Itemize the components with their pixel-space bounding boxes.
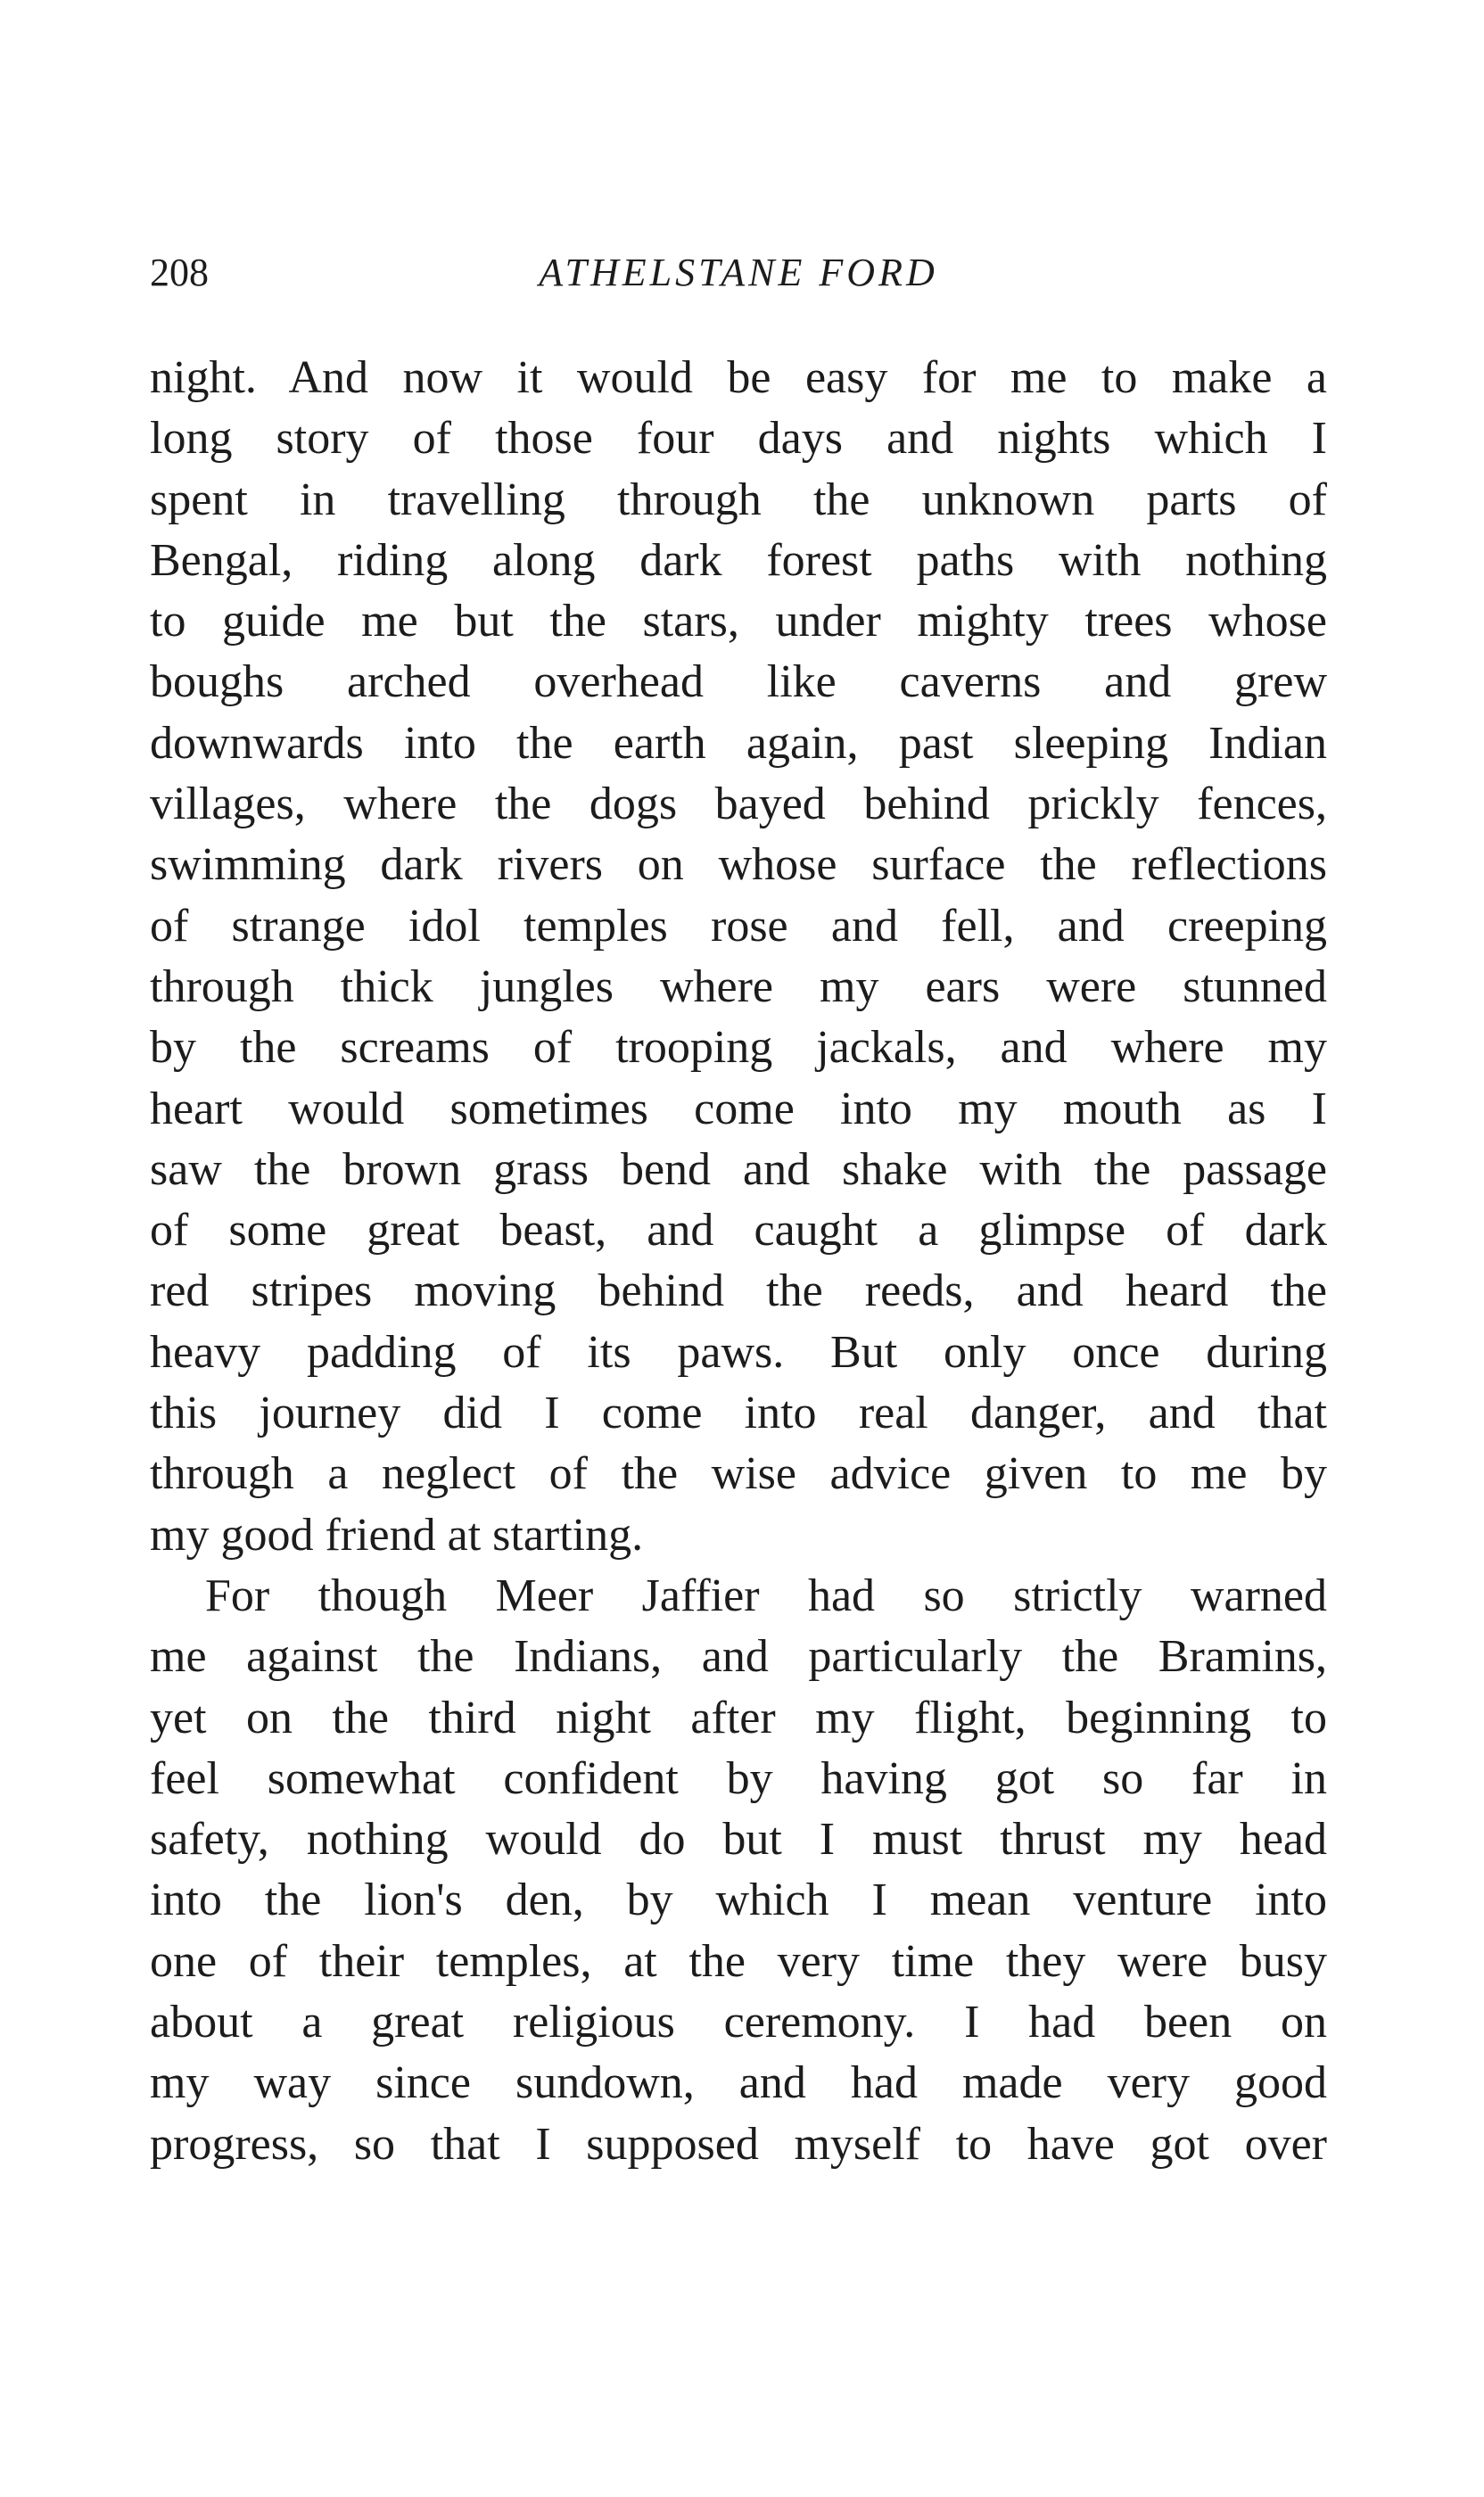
text-line: me against the Indians, and particularly the Bramins, (150, 1631, 1327, 1683)
text-line: boughs arched overhead like caverns and grew (150, 656, 1327, 708)
text-line: progress, so that I supposed myself to have got over (150, 2118, 1327, 2170)
body-text (150, 348, 1327, 2175)
text-line: yet on the third night after my flight, beginning to (150, 1692, 1327, 1743)
text-line: long story of those four days and nights which I (150, 413, 1327, 465)
text-line: to guide me but the stars, under mighty trees whose (150, 596, 1327, 647)
text-line: one of their temples, at the very time they were busy (150, 1935, 1327, 1987)
text-line: heavy padding of its paws. But only once during (150, 1326, 1327, 1378)
text-line: by the screams of trooping jackals, and where my (150, 1022, 1327, 1074)
paragraph-start-line: For though Meer Jaffier had so strictly warned (205, 1570, 1327, 1621)
text-line: red stripes moving behind the reeds, and heard the (150, 1265, 1327, 1317)
text-line: about a great religious ceremony. I had been on (150, 1997, 1327, 2048)
text-line: of some great beast, and caught a glimpse of dark (150, 1205, 1327, 1257)
page-number: 208 (150, 251, 209, 294)
text-line: saw the brown grass bend and shake with the passage (150, 1143, 1327, 1195)
text-line: night. And now it would be easy for me to make a (150, 352, 1327, 403)
running-head (150, 246, 1327, 300)
text-line: this journey did I come into real danger, and that (150, 1388, 1327, 1439)
text-line: downwards into the earth again, past sleeping Indian (150, 717, 1327, 769)
text-line: through a neglect of the wise advice given to me by (150, 1448, 1327, 1500)
text-line: into the lion's den, by which I mean venture into (150, 1875, 1327, 1926)
text-line: swimming dark rivers on whose surface the reflections (150, 839, 1327, 891)
paragraph-end-line: my good friend at starting. (150, 1509, 644, 1561)
text-line: of strange idol temples rose and fell, and creeping (150, 900, 1327, 952)
text-line: heart would sometimes come into my mouth as I (150, 1083, 1327, 1134)
text-line: feel somewhat confident by having got so far in (150, 1752, 1327, 1804)
text-line: Bengal, riding along dark forest paths with nothing (150, 534, 1327, 586)
text-line: my way since sundown, and had made very good (150, 2057, 1327, 2109)
text-line: villages, where the dogs bayed behind prickly fences, (150, 779, 1327, 830)
text-line: through thick jungles where my ears were stunned (150, 960, 1327, 1012)
text-line: safety, nothing would do but I must thrust my head (150, 1814, 1327, 1866)
text-line: spent in travelling through the unknown parts of (150, 474, 1327, 525)
running-title: ATHELSTANE FORD (539, 251, 938, 294)
